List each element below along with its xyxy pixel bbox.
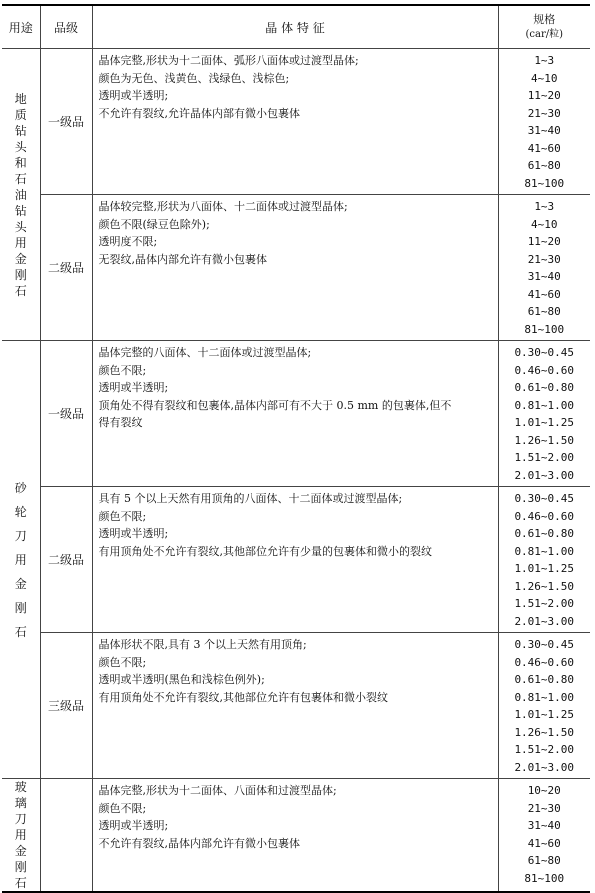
grade-cell: 二级品	[40, 487, 92, 633]
spec-cell	[498, 195, 590, 341]
spec-value: 1~3	[534, 54, 555, 67]
feature-line: 得有裂纹	[98, 416, 143, 429]
feature-line: 不允许有裂纹,晶体内部允许有微小包裹体	[98, 836, 300, 850]
spec-value: 21~30	[527, 106, 561, 120]
spec-value: 21~30	[527, 252, 561, 266]
feature-line: 颜色为无色、浅黄色、浅绿色、浅棕色;	[98, 71, 290, 85]
table-row	[2, 633, 590, 779]
spec-value: 61~80	[527, 159, 561, 172]
diamond-grade-table	[2, 4, 590, 893]
feature-line: 不允许有裂纹,允许晶体内部有微小包裹体	[98, 106, 300, 120]
spec-cell	[498, 779, 590, 893]
spec-value: 1.01~1.25	[514, 416, 575, 429]
spec-value: 41~60	[527, 836, 561, 850]
feature-line: 颜色不限;	[98, 801, 147, 815]
usage-char: 石	[14, 624, 27, 639]
table-row	[2, 195, 590, 341]
spec-value: 0.81~1.00	[514, 398, 575, 412]
spec-value: 2.01~3.00	[514, 468, 575, 482]
usage-char: 轮	[14, 504, 27, 519]
spec-value: 61~80	[527, 854, 561, 867]
usage-char: 油	[14, 187, 27, 202]
feature-line: 透明或半透明;	[98, 819, 169, 832]
usage-char: 砂	[14, 480, 27, 495]
spec-value: 81~100	[524, 322, 565, 336]
usage-cell	[2, 341, 40, 779]
usage-char: 玻	[14, 780, 27, 794]
features-cell	[92, 195, 498, 341]
grade-cell: 二级品	[40, 195, 92, 341]
usage-char: 刀	[14, 528, 27, 543]
usage-char: 质	[14, 107, 27, 122]
table-row	[2, 779, 590, 893]
feature-line: 晶体完整,形状为十二面体、弧形八面体或过渡型晶体;	[98, 54, 359, 67]
spec-value: 0.30~0.45	[514, 346, 575, 359]
feature-line: 晶体较完整,形状为八面体、十二面体或过渡型晶体;	[98, 200, 348, 213]
table-row	[2, 49, 590, 195]
feature-line: 顶角处不得有裂纹和包裹体,晶体内部可有不大于 0.5 mm 的包裹体,但不	[98, 398, 452, 412]
usage-char: 金	[14, 251, 27, 266]
header-row	[2, 5, 590, 49]
usage-char: 璃	[14, 796, 27, 810]
usage-char: 石	[14, 283, 27, 298]
grade-cell: 三级品	[40, 633, 92, 779]
spec-value: 61~80	[527, 305, 561, 318]
spec-cell	[498, 487, 590, 633]
header-grade: 品级	[40, 5, 92, 49]
feature-line: 颜色不限(绿豆色除外);	[98, 217, 210, 231]
spec-value: 1.51~2.00	[514, 743, 575, 756]
header-usage: 用途	[2, 5, 40, 49]
spec-value: 0.61~0.80	[514, 673, 575, 686]
usage-char: 金	[14, 844, 27, 858]
spec-value: 1.01~1.25	[514, 562, 575, 575]
feature-line: 颜色不限;	[98, 655, 147, 669]
spec-value: 1.51~2.00	[514, 451, 575, 464]
spec-cell	[498, 633, 590, 779]
feature-line: 透明或半透明(黑色和浅棕色例外);	[98, 673, 265, 686]
usage-char: 用	[14, 828, 27, 842]
grade-cell: 一级品	[40, 341, 92, 487]
spec-value: 0.30~0.45	[514, 492, 575, 505]
spec-value: 31~40	[527, 819, 561, 832]
features-cell	[92, 341, 498, 487]
usage-char: 刚	[14, 860, 27, 874]
usage-char: 头	[14, 139, 27, 154]
features-cell	[92, 49, 498, 195]
spec-value: 0.46~0.60	[514, 655, 575, 669]
spec-value: 0.30~0.45	[514, 638, 575, 651]
usage-char: 刀	[14, 812, 27, 826]
usage-char: 头	[14, 219, 27, 234]
feature-line: 晶体完整的八面体、十二面体或过渡型晶体;	[98, 346, 312, 359]
table-body	[2, 49, 590, 893]
feature-line: 晶体形状不限,具有 3 个以上天然有用顶角;	[98, 638, 307, 651]
header-spec	[498, 5, 590, 49]
spec-value: 41~60	[527, 287, 561, 301]
usage-cell	[2, 779, 40, 893]
grade-cell: 一级品	[40, 49, 92, 195]
spec-value: 81~100	[524, 176, 565, 190]
spec-value: 2.01~3.00	[514, 614, 575, 628]
feature-line: 透明度不限;	[98, 235, 158, 248]
spec-value: 1.26~1.50	[514, 725, 575, 739]
spec-value: 31~40	[527, 124, 561, 137]
feature-line: 有用顶角处不允许有裂纹,其他部位允许有包裹体和微小裂纹	[98, 690, 388, 704]
spec-value: 21~30	[527, 801, 561, 815]
table-row	[2, 341, 590, 487]
usage-char: 刚	[14, 600, 27, 615]
spec-value: 41~60	[527, 141, 561, 155]
feature-line: 具有 5 个以上天然有用顶角的八面体、十二面体或过渡型晶体;	[98, 492, 403, 505]
usage-char: 用	[14, 552, 27, 567]
spec-value: 0.46~0.60	[514, 509, 575, 523]
features-cell	[92, 779, 498, 893]
feature-line: 透明或半透明;	[98, 527, 169, 540]
features-cell	[92, 633, 498, 779]
spec-value: 1.01~1.25	[514, 708, 575, 721]
spec-value: 0.81~1.00	[514, 690, 575, 704]
feature-line: 无裂纹,晶体内部允许有微小包裹体	[98, 252, 267, 266]
spec-value: 11~20	[527, 89, 561, 102]
spec-value: 0.46~0.60	[514, 363, 575, 377]
spec-cell	[498, 341, 590, 487]
spec-value: 1.26~1.50	[514, 433, 575, 447]
spec-cell	[498, 49, 590, 195]
feature-line: 颜色不限;	[98, 363, 147, 377]
spec-value: 10~20	[527, 784, 561, 797]
spec-value: 4~10	[531, 71, 558, 85]
usage-char: 石	[14, 171, 27, 186]
spec-value: 11~20	[527, 235, 561, 248]
feature-line: 颜色不限;	[98, 509, 147, 523]
feature-line: 透明或半透明;	[98, 381, 169, 394]
spec-value: 0.81~1.00	[514, 544, 575, 558]
table-row	[2, 487, 590, 633]
features-cell	[92, 487, 498, 633]
usage-char: 刚	[14, 267, 27, 282]
spec-value: 81~100	[524, 871, 565, 885]
usage-char: 和	[14, 155, 27, 170]
feature-line: 晶体完整,形状为十二面体、八面体和过渡型晶体;	[98, 784, 337, 797]
spec-value: 1~3	[534, 200, 555, 213]
usage-char: 用	[14, 235, 27, 250]
spec-value: 2.01~3.00	[514, 760, 575, 774]
spec-value: 0.61~0.80	[514, 381, 575, 394]
spec-value: 1.26~1.50	[514, 579, 575, 593]
header-spec-title: 规格	[533, 13, 556, 26]
spec-value: 0.61~0.80	[514, 527, 575, 540]
usage-char: 金	[14, 576, 27, 591]
header-features: 晶 体 特 征	[92, 5, 498, 49]
feature-line: 有用顶角处不允许有裂纹,其他部位允许有少量的包裹体和微小的裂纹	[98, 544, 432, 558]
usage-char: 石	[14, 876, 27, 890]
usage-char: 钻	[14, 203, 27, 218]
spec-value: 4~10	[531, 217, 558, 231]
feature-line: 透明或半透明;	[98, 89, 169, 102]
header-spec-unit: (car/粒)	[525, 29, 563, 40]
usage-char: 钻	[14, 123, 27, 138]
usage-char: 地	[14, 91, 27, 106]
spec-value: 1.51~2.00	[514, 597, 575, 610]
usage-cell	[2, 49, 40, 341]
spec-value: 31~40	[527, 270, 561, 283]
grade-cell	[40, 779, 92, 893]
